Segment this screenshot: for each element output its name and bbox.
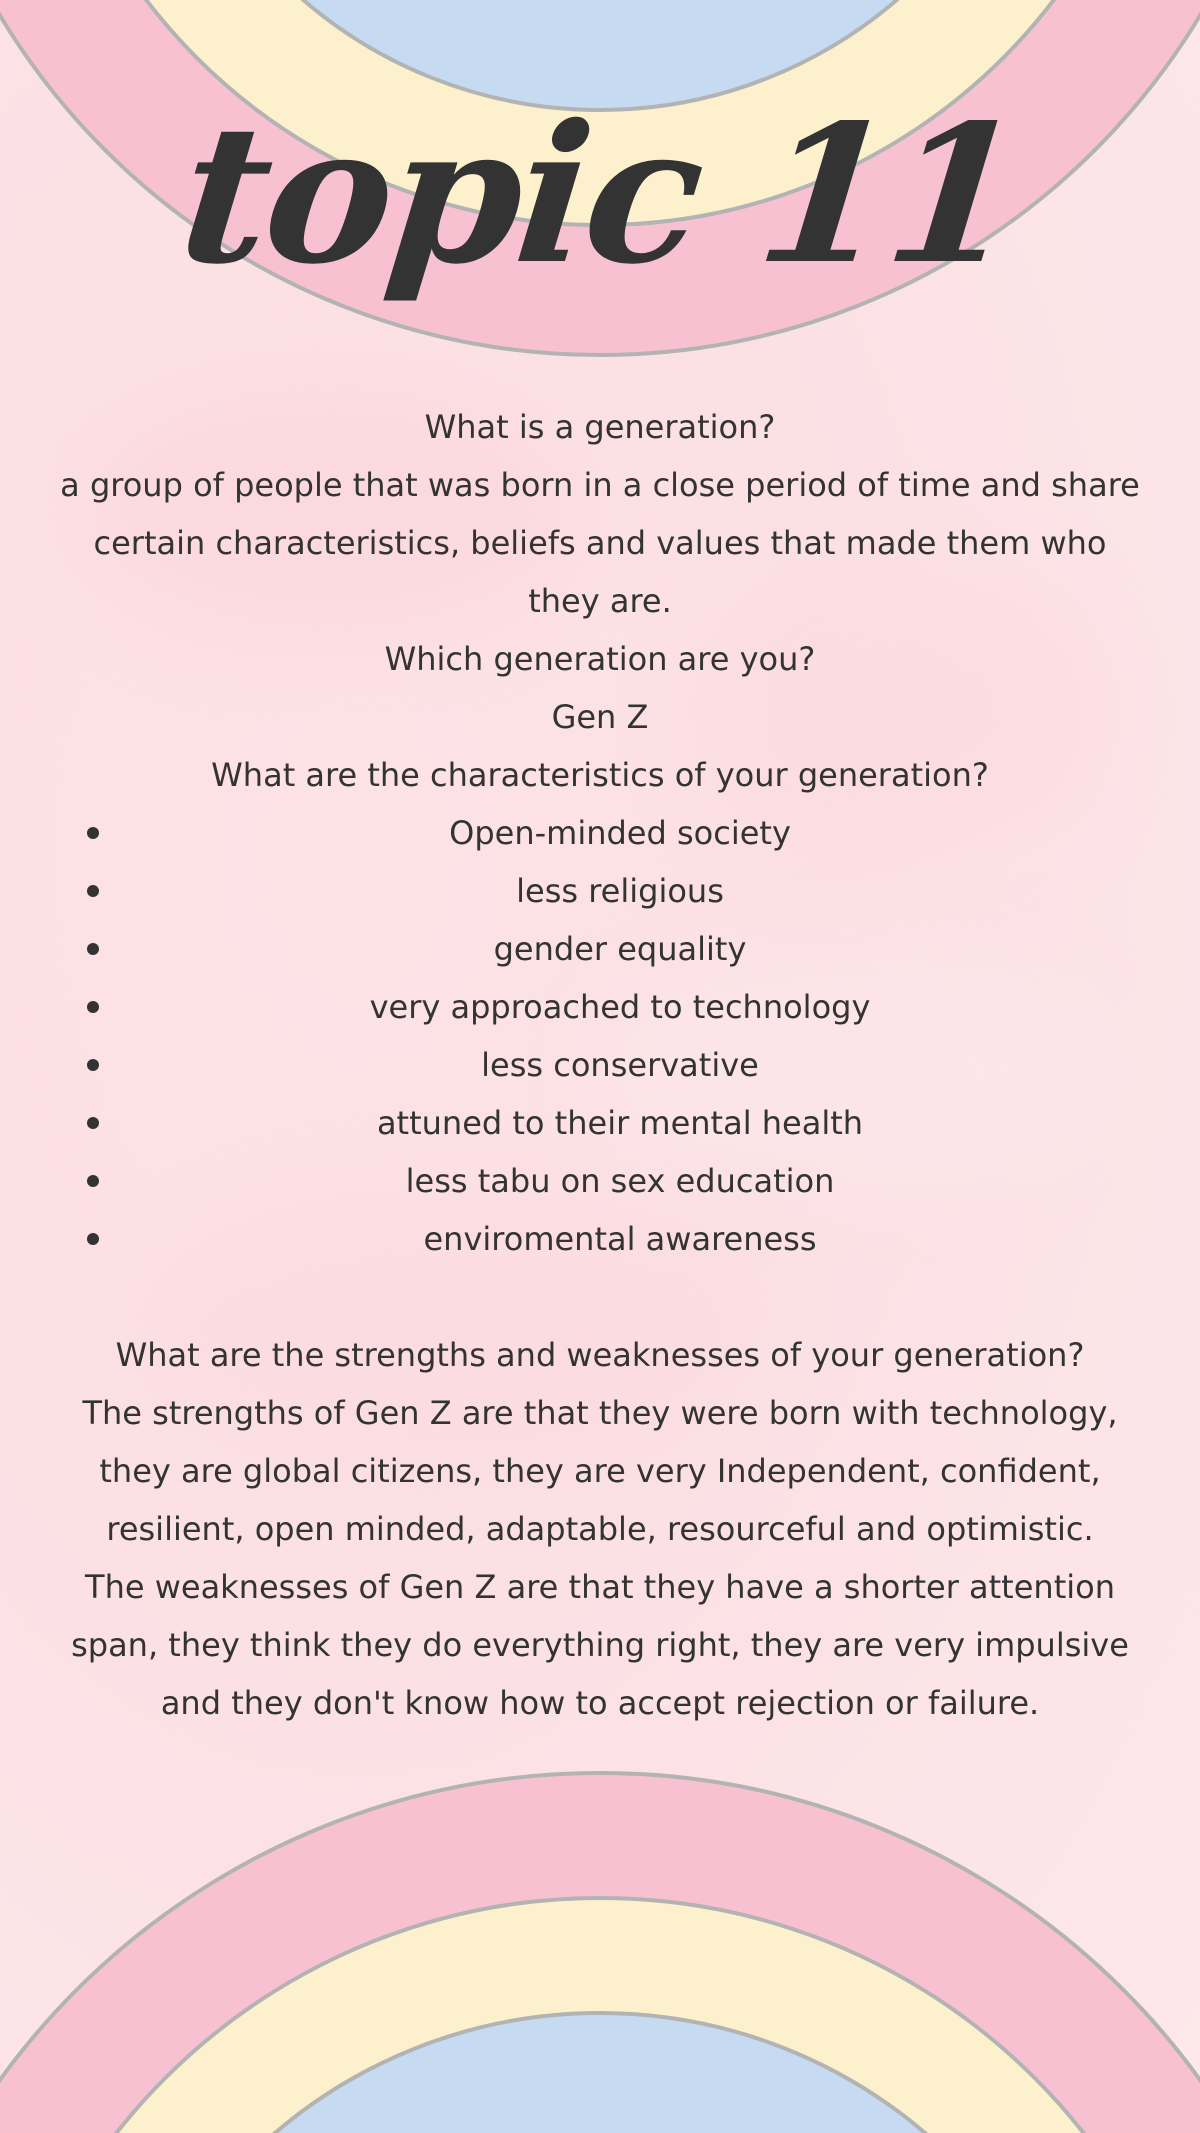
bullet-icon: [87, 885, 99, 897]
question-which-generation: Which generation are you?: [384, 640, 816, 678]
question-what-is-generation: What is a generation?: [424, 408, 776, 446]
characteristics-list: [60, 804, 1140, 1268]
list-item-text: less religious: [516, 872, 724, 910]
list-item-text: attuned to their mental health: [376, 1104, 864, 1142]
list-item: [60, 1152, 1140, 1210]
list-item: [60, 804, 1140, 862]
list-item-text: gender equality: [493, 930, 747, 968]
bullet-icon: [87, 827, 99, 839]
list-item-text: Open-minded society: [449, 814, 791, 852]
list-item: [60, 862, 1140, 920]
list-item: [60, 920, 1140, 978]
list-item-text: less tabu on sex education: [405, 1162, 835, 1200]
bullet-icon: [87, 1233, 99, 1245]
bullet-icon: [87, 1059, 99, 1071]
answer-what-is-generation: a group of people that was born in a close period of time and share certain characteristics, beliefs and values that made them who they are.: [60, 466, 1140, 620]
content-body: [60, 398, 1140, 1732]
page-title: topic 11: [171, 83, 1029, 306]
list-item-text: enviromental awareness: [423, 1220, 817, 1258]
list-item: [60, 978, 1140, 1036]
list-item: [60, 1210, 1140, 1268]
answer-weaknesses: The weaknesses of Gen Z are that they have a shorter attention span, they think they do everything right, they are very impulsive and they don't know how to accept rejection or failure.: [71, 1568, 1129, 1722]
bottom-rainbow-decoration: [0, 1770, 1200, 2133]
bullet-icon: [87, 1001, 99, 1013]
question-characteristics: What are the characteristics of your generation?: [211, 756, 989, 794]
section-spacer: [60, 1268, 1140, 1326]
list-item-text: less conservative: [481, 1046, 759, 1084]
question-strengths-weaknesses: What are the strengths and weaknesses of your generation?: [115, 1336, 1085, 1374]
answer-strengths: The strengths of Gen Z are that they were born with technology, they are global citizens, they are very Independent, confident, resilient, open minded, adaptable, resourceful and optimistic.: [82, 1394, 1118, 1548]
bullet-icon: [87, 1175, 99, 1187]
list-item: [60, 1094, 1140, 1152]
bullet-icon: [87, 1117, 99, 1129]
bullet-icon: [87, 943, 99, 955]
list-item: [60, 1036, 1140, 1094]
answer-which-generation: Gen Z: [551, 698, 649, 736]
list-item-text: very approached to technology: [369, 988, 871, 1026]
